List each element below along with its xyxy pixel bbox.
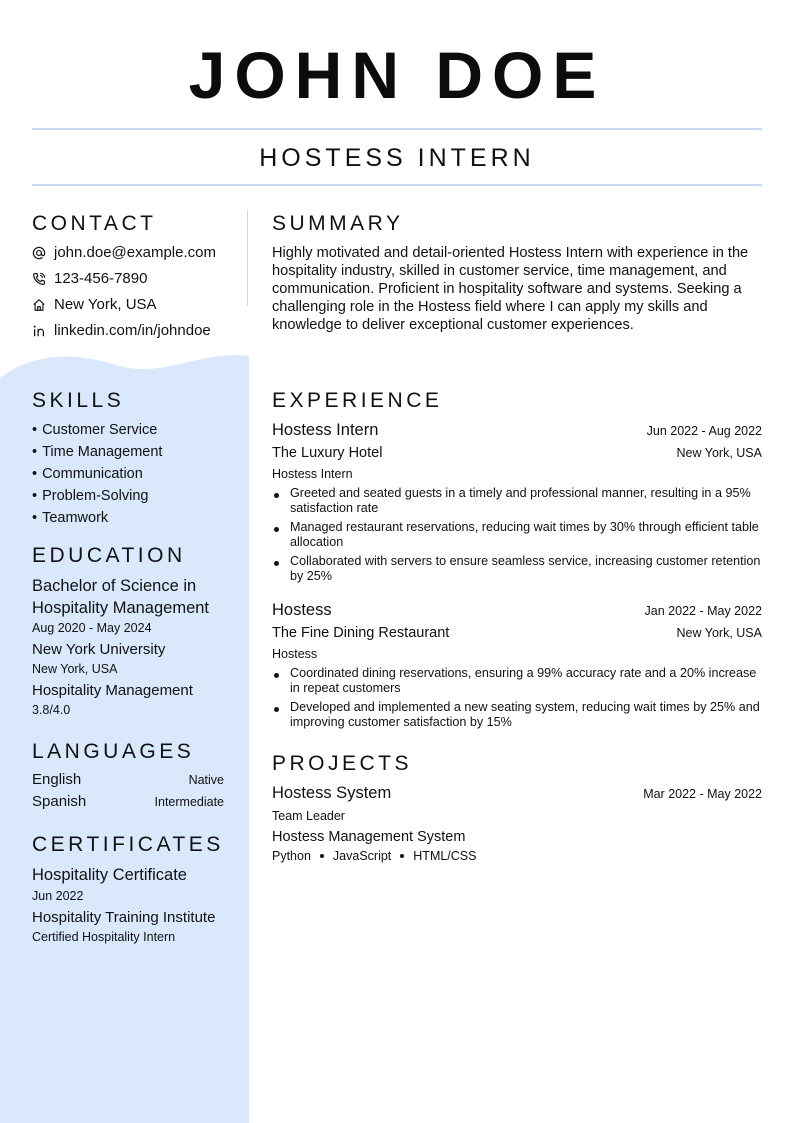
job-header bbox=[272, 421, 762, 440]
tech-item: JavaScript bbox=[332, 849, 392, 863]
tech-separator bbox=[400, 854, 404, 858]
contact-email[interactable] bbox=[32, 243, 216, 263]
certificate-detail: Certified Hospitality Intern bbox=[32, 930, 176, 944]
certificate-date: Jun 2022 bbox=[32, 889, 84, 903]
job-role: Hostess Intern bbox=[272, 467, 353, 481]
summary-text: Highly motivated and detail-oriented Hostess Intern with experience in the hospitality industry, skilled in customer service, time management, and communication. Proficient in hospitality software and systems. Seeking a challenging role in the Hostess field where I can apply my skills and knowledge to deliver exceptional customer experiences. bbox=[272, 245, 749, 333]
language-name: English bbox=[32, 771, 82, 788]
experience-heading: EXPERIENCE bbox=[272, 389, 443, 412]
language-row bbox=[32, 771, 224, 788]
skill-item: • Customer Service bbox=[32, 420, 162, 442]
project-role: Team Leader bbox=[272, 809, 345, 823]
contact-heading: CONTACT bbox=[32, 212, 157, 235]
job-header bbox=[272, 601, 762, 620]
job-company: The Luxury Hotel bbox=[272, 445, 383, 461]
skill-item: • Time Management bbox=[32, 442, 162, 464]
education-degree: Bachelor of Science in Hospitality Management bbox=[32, 577, 210, 617]
contact-phone-text: 123-456-7890 bbox=[54, 270, 148, 287]
education-school: New York University bbox=[32, 641, 166, 658]
contact-phone[interactable] bbox=[32, 269, 147, 289]
contact-location bbox=[32, 295, 157, 315]
certificate-issuer: Hospitality Training Institute bbox=[32, 909, 216, 926]
projects-heading: PROJECTS bbox=[272, 752, 413, 775]
certificate-name: Hospitality Certificate bbox=[32, 866, 187, 884]
skill-item: • Communication bbox=[32, 464, 162, 486]
phone-icon bbox=[32, 272, 46, 286]
languages-heading: LANGUAGES bbox=[32, 740, 195, 763]
language-level: Intermediate bbox=[154, 795, 224, 809]
job-bullet: Coordinated dining reservations, ensuring a 99% accuracy rate and a 20% increase in repeat customers bbox=[272, 666, 762, 696]
tech-separator bbox=[320, 854, 324, 858]
contact-linkedin[interactable] bbox=[32, 321, 211, 341]
job-title: Hostess bbox=[272, 601, 332, 619]
job-location: New York, USA bbox=[676, 626, 762, 640]
language-level: Native bbox=[188, 773, 224, 787]
education-dates: Aug 2020 - May 2024 bbox=[32, 621, 152, 635]
job-location: New York, USA bbox=[676, 446, 762, 460]
education-gpa: 3.8/4.0 bbox=[32, 703, 71, 717]
education-location: New York, USA bbox=[32, 662, 118, 676]
job-bullet: Developed and implemented a new seating system, reducing wait times by 25% and improving customer satisfaction by 15% bbox=[272, 700, 762, 730]
job-dates: Jan 2022 - May 2022 bbox=[644, 604, 762, 618]
candidate-name: JOHN DOE bbox=[188, 38, 606, 112]
at-icon bbox=[32, 246, 46, 260]
project-name: Hostess System bbox=[272, 784, 392, 802]
job-bullets bbox=[272, 486, 762, 588]
language-name: Spanish bbox=[32, 793, 87, 810]
job-company-row bbox=[272, 625, 762, 641]
job-dates: Jun 2022 - Aug 2022 bbox=[646, 424, 762, 438]
job-role: Hostess bbox=[272, 647, 318, 661]
project-description: Hostess Management System bbox=[272, 829, 466, 845]
job-bullet: Managed restaurant reservations, reducing wait times by 30% through efficient table allocation bbox=[272, 520, 762, 550]
skills-heading: SKILLS bbox=[32, 389, 125, 412]
header-divider-bottom bbox=[32, 184, 762, 186]
job-bullets bbox=[272, 666, 762, 734]
tech-item: Python bbox=[272, 849, 311, 863]
job-company: The Fine Dining Restaurant bbox=[272, 625, 450, 641]
job-title: Hostess Intern bbox=[272, 421, 379, 439]
skill-item: • Teamwork bbox=[32, 508, 162, 530]
project-header bbox=[272, 784, 762, 803]
skill-item: • Problem-Solving bbox=[32, 486, 162, 508]
project-dates: Mar 2022 - May 2022 bbox=[643, 787, 762, 801]
tech-item: HTML/CSS bbox=[413, 849, 477, 863]
education-major: Hospitality Management bbox=[32, 682, 193, 699]
summary-heading: SUMMARY bbox=[272, 212, 404, 235]
job-bullet: Greeted and seated guests in a timely and professional manner, resulting in a 95% satisfaction rate bbox=[272, 486, 762, 516]
contact-linkedin-text: linkedin.com/in/johndoe bbox=[54, 322, 211, 339]
job-title: HOSTESS INTERN bbox=[259, 144, 535, 172]
home-icon bbox=[32, 298, 46, 312]
header-divider-top bbox=[32, 128, 762, 130]
skills-list bbox=[32, 420, 162, 530]
column-divider bbox=[247, 210, 248, 306]
job-bullet: Collaborated with servers to ensure seamless service, increasing customer retention by 25% bbox=[272, 554, 762, 584]
contact-email-text: john.doe@example.com bbox=[54, 244, 216, 261]
certificates-heading: CERTIFICATES bbox=[32, 833, 224, 856]
contact-location-text: New York, USA bbox=[54, 296, 157, 313]
project-tech-list bbox=[272, 849, 476, 863]
education-heading: EDUCATION bbox=[32, 544, 186, 567]
linkedin-icon bbox=[32, 324, 46, 338]
language-row bbox=[32, 793, 224, 810]
job-company-row bbox=[272, 445, 762, 461]
